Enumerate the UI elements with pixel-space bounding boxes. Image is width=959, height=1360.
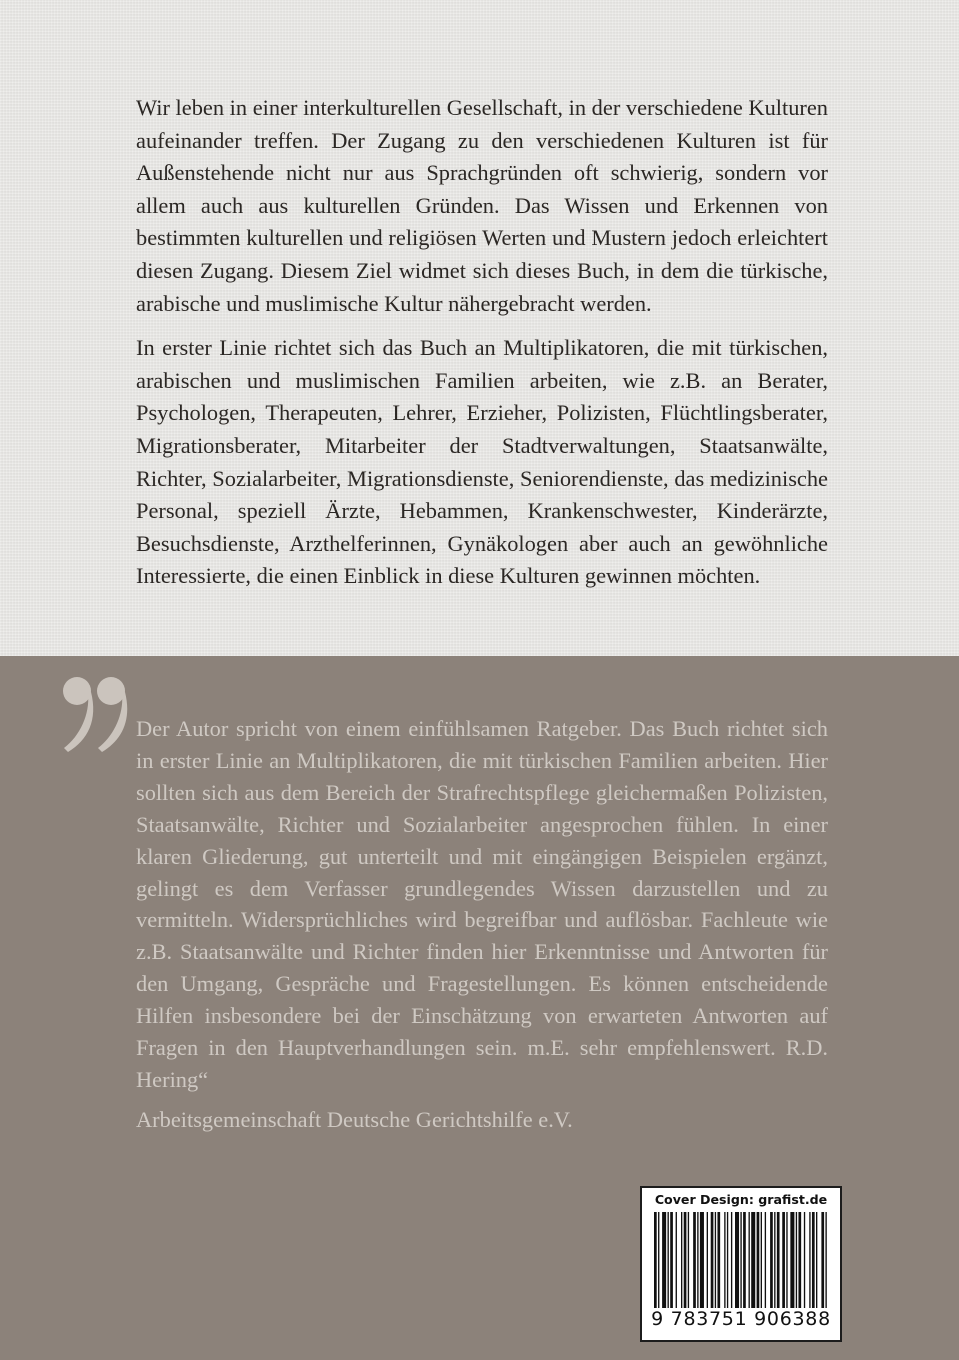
- cover-design-credit: Cover Design: grafist.de: [654, 1192, 828, 1207]
- quote-mark-icon: [60, 674, 134, 754]
- review-quote: Der Autor spricht von einem einfühlsamen Ratgeber. Das Buch richtet sich in erster Linie an Multiplikatoren, die mit türkischen Familien arbeiten. Hier sollten sich aus dem Bereich der Strafrechtspflege gleichermaßen Polizisten, Staatsanwälte, Richter und Sozialarbeiter angesprochen fühlen. In einer klaren Gliederung, gut unterteilt und mit eingängigen Beispielen ergänzt, gelingt es dem Verfasser grundlegendes Wissen darzustellen und zu vermitteln. Widersprüchliches wird begreifbar und auflösbar. Fachleute wie z.B. Staatsanwälte und Richter finden hier Erkenntnisse und Antworten für den Umgang, Gespräche und Fragestellungen. Es können entscheidende Hilfen insbesondere bei der Einschätzung von erwarteten Antworten auf Fragen in den Hauptverhandlungen sein. m.E. sehr empfehlenswert. R.D. Hering“: [136, 716, 828, 1092]
- intro-text: [136, 92, 828, 593]
- barcode-icon: [654, 1212, 828, 1308]
- review-attribution: Arbeitsgemeinschaft Deutsche Gerichtshilfe e.V.: [136, 1107, 573, 1132]
- isbn-number: 9 783751 906388: [651, 1308, 831, 1330]
- intro-paragraph-1: Wir leben in einer interkulturellen Gesellschaft, in der verschiedene Kulturen aufeinander treffen. Der Zugang zu den verschiedenen Kulturen ist für Außenstehende nicht nur aus Sprachgründen oft schwierig, sondern vor allem auch aus kulturellen Gründen. Das Wissen und Erkennen von bestimmten kulturellen und religiösen Werten und Mustern jedoch erleichtert diesen Zugang. Diesem Ziel widmet sich dieses Buch, in dem die türkische, arabische und muslimische Kultur nähergebracht werden.: [136, 95, 828, 316]
- intro-paragraph-2: In erster Linie richtet sich das Buch an Multiplikatoren, die mit türkischen, arabischen und muslimischen Familien arbeiten, wie z.B. an Berater, Psychologen, Therapeuten, Lehrer, Erzieher, Polizisten, Flüchtlingsberater, Migrationsberater, Mitarbeiter der Stadtverwaltungen, Staatsanwälte, Richter, Sozialarbeiter, Migrationsdienste, Seniorendienste, das medizinische Personal, speziell Ärzte, Hebammen, Krankenschwester, Kinderärzte, Besuchsdienste, Arzthelferinnen, Gynäkologen aber auch an gewöhnliche Interessierte, die einen Einblick in diese Kulturen gewinnen möchten.: [136, 335, 828, 589]
- barcode-panel: [640, 1186, 842, 1342]
